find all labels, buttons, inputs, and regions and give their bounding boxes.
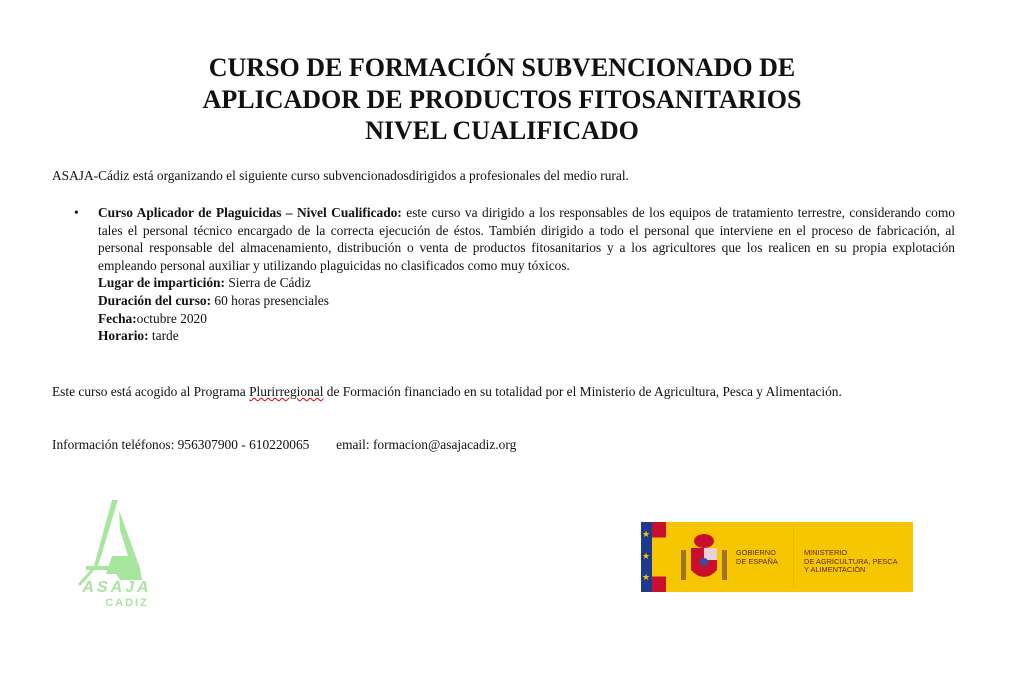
course-description-text: este curso va dirigido a los responsables de los equipos de tratamiento terrestre, considerando como tales el personal técnico encargado de la correcta ejecución de éstos. También dirigido a todo el personal que interviene en el proceso de fabricación, al personal responsable del almacenamiento, distribución o venta de productos fitosanitarios y a los agricultores que los realicen en su propia explotación empleando personal auxiliar y utilizando plaguicidas no clasificados como muy tóxicos. (98, 205, 955, 273)
detail-location (98, 274, 955, 292)
gobierno-espana-logo (641, 522, 913, 592)
star-icon: ★ (642, 529, 651, 539)
detail-label: Horario: (98, 328, 149, 344)
ministerio-text: MINISTERIO DE AGRICULTURA, PESCA Y ALIMENTACIÓN (804, 548, 898, 575)
program-paragraph (52, 383, 955, 401)
bullet-icon: • (74, 205, 79, 220)
detail-label: Fecha: (98, 310, 137, 326)
asaja-text: ASAJA (82, 579, 152, 596)
course-name: Curso Aplicador de Plaguicidas – Nivel Cualificado: (98, 205, 402, 220)
detail-schedule (98, 327, 955, 345)
title-line-3: NIVEL CUALIFICADO (365, 116, 639, 145)
contact-info: Información teléfonos: 956307900 - 610220065 email: formacion@asajacadiz.org (52, 437, 517, 452)
intro-paragraph: ASAJA-Cádiz está organizando el siguiente curso subvencionadosdirigidos a profesionales del medio rural. (52, 168, 629, 183)
program-text: Este curso está acogido al Programa (52, 384, 250, 399)
detail-label: Duración del curso: (98, 292, 212, 308)
cadiz-text: CADIZ (105, 597, 149, 608)
detail-label: Lugar de impartición: (98, 275, 225, 291)
program-text: de Formación financiado en su totalidad por el Ministerio de Agricultura, Pesca y Alimentación. (323, 384, 842, 399)
coat-of-arms-icon (679, 532, 729, 586)
detail-date (98, 310, 955, 328)
document-title (0, 52, 1004, 147)
detail-value: 60 horas presenciales (211, 292, 329, 308)
misspelled-word: Plurirregional (249, 384, 324, 399)
asaja-cadiz-logo (72, 496, 162, 608)
star-icon: ★ (642, 572, 651, 582)
course-description (98, 204, 955, 274)
gobierno-text: GOBIERNO DE ESPAÑA (736, 548, 778, 566)
detail-value: Sierra de Cádiz (224, 275, 311, 291)
course-list-item (74, 204, 955, 345)
detail-value: tarde (148, 328, 179, 344)
title-line-2: APLICADOR DE PRODUCTOS FITOSANITARIOS (202, 84, 802, 114)
title-line-1: CURSO DE FORMACIÓN SUBVENCIONADO DE (208, 53, 796, 82)
detail-duration (98, 292, 955, 310)
detail-value: octubre 2020 (136, 310, 207, 326)
star-icon: ★ (642, 551, 651, 561)
